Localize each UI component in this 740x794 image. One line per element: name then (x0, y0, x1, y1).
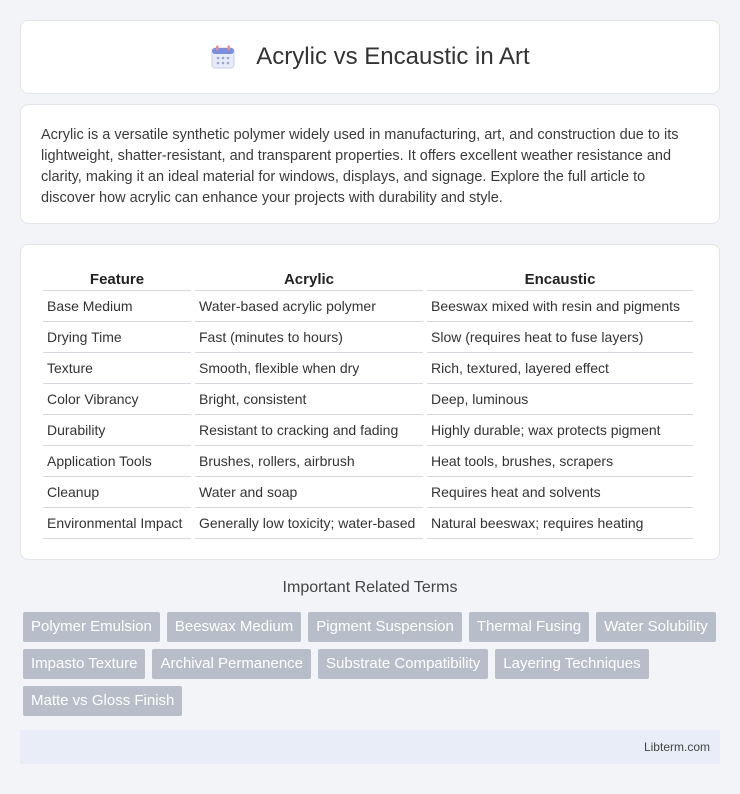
cell-acrylic: Smooth, flexible when dry (195, 353, 423, 384)
related-term-tag[interactable]: Archival Permanence (152, 649, 311, 679)
cell-feature: Environmental Impact (43, 508, 191, 539)
comparison-table-card (20, 244, 720, 560)
header-encaustic: Encaustic (427, 263, 693, 291)
related-terms-title: Important Related Terms (282, 579, 458, 596)
cell-encaustic: Natural beeswax; requires heating (427, 508, 693, 539)
page-title: Acrylic vs Encaustic in Art (256, 43, 530, 70)
footer (20, 730, 720, 764)
cell-feature: Application Tools (43, 446, 191, 477)
intro-text: Acrylic is a versatile synthetic polymer widely used in manufacturing, art, and construction due to its lightweight, shatter-resistant, and transparent properties. It offers excellent weather resistance and clarity, making it an ideal material for windows, displays, and signage. Explore the full article to discover how acrylic can enhance your projects with durability and style. (41, 127, 679, 206)
related-term-tag[interactable]: Beeswax Medium (167, 612, 301, 642)
header-card (20, 20, 720, 94)
cell-feature: Drying Time (43, 322, 191, 353)
table-row (43, 384, 693, 415)
related-term-tag[interactable]: Pigment Suspension (308, 612, 462, 642)
cell-acrylic: Generally low toxicity; water-based (195, 508, 423, 539)
cell-acrylic: Water and soap (195, 477, 423, 508)
cell-acrylic: Fast (minutes to hours) (195, 322, 423, 353)
cell-feature: Texture (43, 353, 191, 384)
calendar-icon (210, 44, 236, 70)
intro-card (20, 104, 720, 224)
cell-feature: Cleanup (43, 477, 191, 508)
footer-site-link[interactable]: Libterm.com (643, 740, 710, 754)
comparison-table (39, 263, 697, 539)
table-row (43, 415, 693, 446)
related-term-tag[interactable]: Substrate Compatibility (318, 649, 488, 679)
cell-encaustic: Beeswax mixed with resin and pigments (427, 291, 693, 322)
cell-acrylic: Water-based acrylic polymer (195, 291, 423, 322)
table-row (43, 508, 693, 539)
related-term-tag[interactable]: Layering Techniques (495, 649, 648, 679)
cell-encaustic: Highly durable; wax protects pigment (427, 415, 693, 446)
related-term-tag[interactable]: Polymer Emulsion (23, 612, 160, 642)
table-row (43, 353, 693, 384)
table-row (43, 291, 693, 322)
related-term-tag[interactable]: Water Solubility (596, 612, 716, 642)
cell-acrylic: Brushes, rollers, airbrush (195, 446, 423, 477)
table-row (43, 322, 693, 353)
related-term-tag[interactable]: Matte vs Gloss Finish (23, 686, 182, 716)
cell-encaustic: Rich, textured, layered effect (427, 353, 693, 384)
header-acrylic: Acrylic (195, 263, 423, 291)
cell-acrylic: Bright, consistent (195, 384, 423, 415)
related-term-tag[interactable]: Thermal Fusing (469, 612, 589, 642)
cell-acrylic: Resistant to cracking and fading (195, 415, 423, 446)
related-term-tag[interactable]: Impasto Texture (23, 649, 145, 679)
cell-encaustic: Heat tools, brushes, scrapers (427, 446, 693, 477)
header-feature: Feature (43, 263, 191, 291)
related-terms-list (23, 612, 723, 716)
cell-feature: Color Vibrancy (43, 384, 191, 415)
cell-encaustic: Deep, luminous (427, 384, 693, 415)
table-header-row (43, 263, 693, 291)
cell-encaustic: Requires heat and solvents (427, 477, 693, 508)
cell-feature: Base Medium (43, 291, 191, 322)
cell-feature: Durability (43, 415, 191, 446)
table-row (43, 446, 693, 477)
table-row (43, 477, 693, 508)
cell-encaustic: Slow (requires heat to fuse layers) (427, 322, 693, 353)
